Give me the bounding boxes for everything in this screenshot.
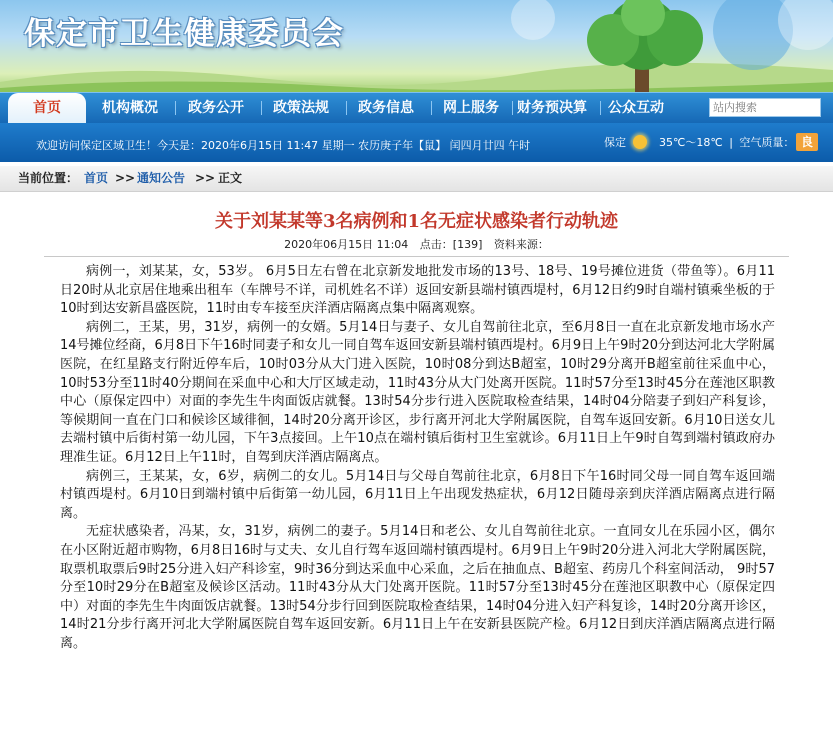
- site-title: 保定市卫生健康委员会: [24, 16, 344, 52]
- article-date: 2020年06月15日 11:04: [284, 238, 409, 251]
- breadcrumb-label: 当前位置：: [18, 171, 79, 185]
- sun-icon: [633, 135, 647, 149]
- weather-panel: 保定 35℃～18℃ | 空气质量：: [604, 136, 795, 149]
- nav-home[interactable]: 首页: [8, 93, 86, 123]
- article-body: [60, 263, 775, 653]
- main-nav: [0, 92, 833, 123]
- article-meta: [0, 236, 833, 252]
- nav-item-interaction[interactable]: 公众互动: [608, 100, 664, 116]
- tree-logo-icon: [413, 0, 833, 92]
- article-paragraph: 病例一，刘某某，女，53岁。 6月5日左右曾在北京新发地批发市场的13号、18号、19号摊位进货（带鱼等）。6月11日20时从北京居住地乘出租车（车牌号不详，司机姓名不详）返回安新县端村镇西堤村，6月12日约9时自端村镇乘坐板的于10时到达安新昌盛医院，11时由专车接至庆洋酒店隔离点集中隔离观察。: [60, 264, 775, 317]
- aqi-badge: 良: [796, 133, 818, 151]
- nav-separator: [261, 101, 262, 115]
- weather-temperature: 35℃～18℃: [659, 136, 723, 149]
- nav-item-gov-info[interactable]: 政务信息: [358, 100, 414, 116]
- article-paragraph: 无症状感染者，冯某，女，31岁，病例二的妻子。5月14日和老公、女儿自驾前往北京。一直同女儿在乐园小区，偶尔在小区附近超市购物，6月8日16时与丈夫、女儿自行驾车返回端村镇西堤村。6月9日上午9时20分进入河北大学附属医院，取票机取票后9时25分进入妇产科诊室，9时36分到达采血中心采血，之后在抽血点、B超室、药房几个科室间活动， 9时57分至10时29分在B超室及候诊区活动。11时43分从大门处离开医院。11时57分至13时45分在莲池区职教中心（原保定四中）对面的李先生牛肉面饭店就餐。13时54分步行回到医院取检查结果，14时04分进入妇产科复诊，14时20分离开诊区，14时21分步行离开河北大学附属医院自驾车返回安新。6月11日上午在安新县医院产检。6月12日到庆洋酒店隔离点进行隔离。: [60, 524, 775, 651]
- article-source: 资料来源：: [493, 238, 549, 251]
- breadcrumb-separator: >>: [115, 171, 136, 185]
- nav-item-org[interactable]: 机构概况: [102, 100, 158, 116]
- nav-separator: [346, 101, 347, 115]
- nav-separator: [431, 101, 432, 115]
- nav-item-gov-open[interactable]: 政务公开: [188, 100, 244, 116]
- site-banner: [0, 0, 833, 92]
- breadcrumb-home[interactable]: 首页: [84, 171, 109, 185]
- nav-item-policy[interactable]: 政策法规: [273, 100, 329, 116]
- article-title: 关于刘某某等3名病例和1名无症状感染者行动轨迹: [214, 211, 619, 232]
- breadcrumb: [0, 166, 833, 192]
- search-input[interactable]: [709, 98, 821, 117]
- info-bar: [0, 123, 833, 162]
- nav-item-online-service[interactable]: 网上服务: [443, 100, 499, 116]
- article-clicks: 点击：[139]: [419, 238, 483, 251]
- breadcrumb-separator: >>: [195, 171, 216, 185]
- article-paragraph: 病例二，王某，男，31岁，病例一的女婿。5月14日与妻子、女儿自驾前往北京，至6月8日一直在北京新发地市场水产14号摊位经商，6月8日下午16时同妻子和女儿一同自驾车返回安新县端村镇西堤村。6月9日上午9时20分到达河北大学附属医院，在红星路支行附近停车后，10时03分从大门进入医院，10时08分到达B超室，10时29分离开B超室前往采血中心，10时53分至11时40分期间在采血中心和大厅区域走动，11时43分从大门处离开医院。11时57分至13时45分在莲池区职教中心（原保定四中）对面的李先生牛肉面饭店就餐。13时54分步行进入医院取检查结果，14时04分陪妻子到妇产科复诊，等候期间一直在门口和候诊区域徘徊，14时20分离开诊区，步行离开河北大学附属医院，自驾车返回安新。6月10日送女儿去端村镇中后街村第一幼儿园，下午3点接回。上午10点在端村镇后街村卫生室就诊。6月11日上午9时自驾到端村镇政府办理准生证。6月12日上午11时，自驾到庆洋酒店隔离点。: [60, 319, 775, 465]
- nav-separator: [600, 101, 601, 115]
- nav-separator: [512, 101, 513, 115]
- breadcrumb-current: 正文: [218, 171, 243, 185]
- aqi-label: 空气质量：: [739, 136, 795, 149]
- weather-city: 保定: [604, 136, 626, 149]
- article-paragraph: 病例三，王某某，女，6岁，病例二的女儿。5月14日与父母自驾前往北京，6月8日下午16时同父母一同自驾车返回端村镇西堤村。6月10日到端村镇中后街第一幼儿园，6月11日上午出现发热症状，6月12日随母亲到庆洋酒店隔离点进行隔离。: [60, 468, 775, 521]
- welcome-text: 欢迎访问保定区域卫生！今天是：2020年6月15日 11:47 星期一 农历庚子年【鼠】 闰四月廿四 午时: [36, 139, 531, 152]
- breadcrumb-category[interactable]: 通知公告: [137, 171, 186, 185]
- nav-item-budget[interactable]: 财务预决算: [517, 100, 587, 116]
- nav-separator: [175, 101, 176, 115]
- divider: [44, 256, 789, 257]
